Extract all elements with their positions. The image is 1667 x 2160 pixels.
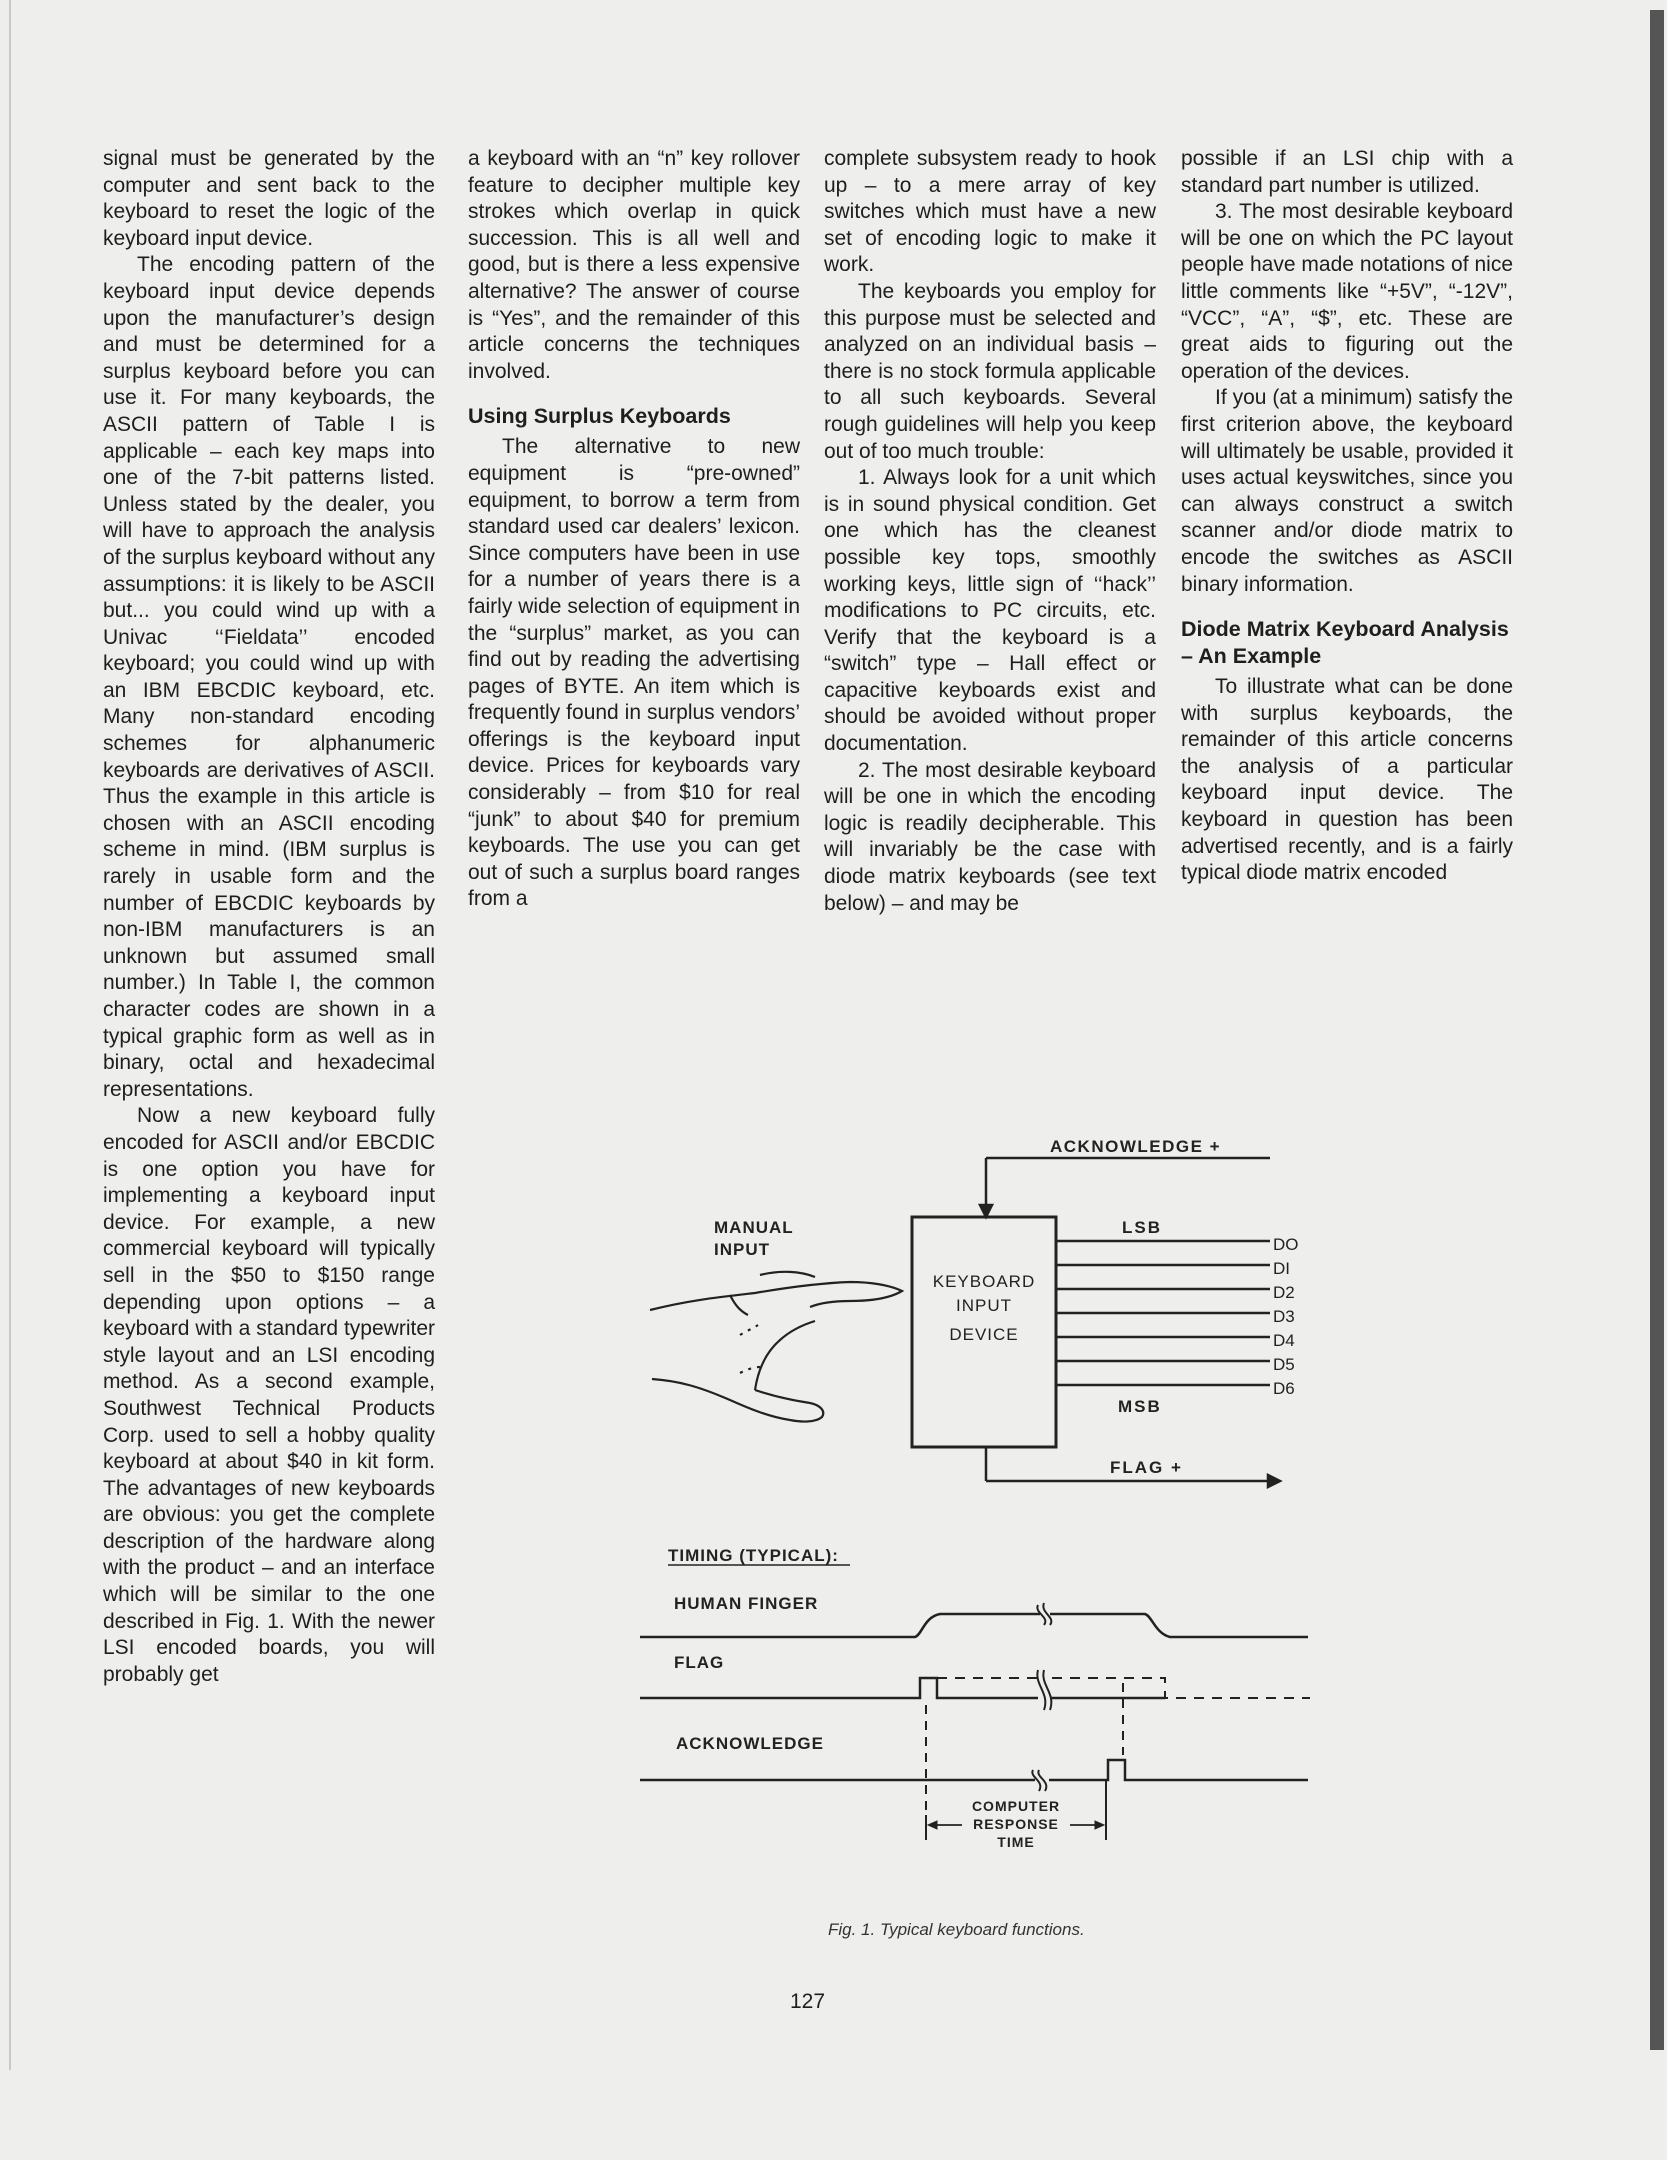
acknowledge-arrow (980, 1205, 992, 1217)
response-time-label-2: RESPONSE (973, 1816, 1059, 1832)
human-finger-label: HUMAN FINGER (674, 1594, 819, 1613)
paragraph: a keyboard with an “n” key rollover feature to decipher multiple key strokes which overlap in quick succession. This is all well and good, but is there a less expensive alternative? The answer of course is “Yes”, and the remainder of this article concerns the techniques involved. (468, 147, 800, 383)
paragraph: The keyboards you employ for this purpose must be selected and analyzed on an individual basis – there is no stock formula applicable to all such keyboards. Several rough guidelines will help you keep out of too much trouble: (824, 279, 1156, 463)
text-column-2 (468, 146, 800, 913)
paragraph: signal must be generated by the computer and sent back to the keyboard to reset the logic of the keyboard input device. (103, 147, 435, 250)
page-left-edge (9, 0, 11, 2070)
section-heading: Using Surplus Keyboards (468, 404, 731, 429)
lsb-label: LSB (1122, 1218, 1162, 1237)
human-finger-waveform (640, 1614, 1308, 1637)
paragraph: possible if an LSI chip with a standard part number is utilized. (1181, 147, 1513, 197)
device-label-1: KEYBOARD (932, 1272, 1036, 1291)
response-time-label-1: COMPUTER (971, 1798, 1061, 1814)
paragraph: The encoding pattern of the keyboard input device depends upon the manufacturer’s design and must be determined for a surplus keyboard before you can use it. For many keyboards, the ASCII pattern of Table I is applicable – each key maps into one of the 7-bit patterns listed. Unless stated by the dealer, you will have to approach the analysis of the surplus keyboard without any assumptions: it is likely to be ASCII but... you could wind up with a Univac ‘‘Fieldata’’ encoded keyboard; you could wind up with an IBM EBCDIC keyboard, etc. Many non-standard encoding schemes for alphanumeric keyboards are derivatives of ASCII. Thus the example in this article is chosen with an ASCII encoding scheme in mind. (IBM surplus is rarely in usable form and the number of EBCDIC keyboards by non-IBM manufacturers is an unknown but assumed small number.) In Table I, the common character codes are shown in a typical graphic form as well as in binary, octal and hexadecimal representations. (103, 253, 435, 1101)
output-label-d5: D5 (1273, 1355, 1295, 1374)
flag-signal-label: FLAG + (1110, 1458, 1183, 1477)
text-column-3 (824, 146, 1156, 917)
page-right-edge (1650, 10, 1664, 2050)
response-arrow-left-head (928, 1821, 937, 1829)
flag-arrow (1268, 1475, 1280, 1487)
output-label-d3: D3 (1273, 1307, 1295, 1326)
flag-label: FLAG (674, 1653, 725, 1672)
acknowledge-signal-label: ACKNOWLEDGE + (1050, 1137, 1222, 1156)
response-arrow-right-head (1095, 1821, 1104, 1829)
response-time-label-3: TIME (997, 1834, 1035, 1850)
manual-input-label-1: MANUAL (714, 1218, 794, 1237)
section-heading: Diode Matrix Keyboard Analysis – An Example (1181, 617, 1509, 669)
paragraph: Now a new keyboard fully encoded for ASCII and/or EBCDIC is one option you have for implementing a keyboard input device. For example, a new commercial keyboard will typically sell in the $50 to $150 range depending upon options – a keyboard with a standard typewriter style layout and an LSI encoding method. As a second example, Southwest Technical Products Corp. used to sell a hobby quality keyboard at about $40 in kit form. The advantages of new keyboards are obvious: you get the complete description of the hardware along with the product – and an interface which will be similar to the one described in Fig. 1. With the newer LSI encoded boards, you will probably get (103, 1104, 435, 1686)
output-label-d0: DO (1273, 1235, 1299, 1254)
text-column-4 (1181, 146, 1513, 887)
output-label-d6: D6 (1273, 1379, 1295, 1398)
acknowledge-label: ACKNOWLEDGE (676, 1734, 824, 1753)
paragraph: 2. The most desirable keyboard will be one in which the encoding logic is readily decipherable. This will invariably be the case with diode matrix keyboards (see text below) – and may be (824, 758, 1156, 915)
text-column-1 (103, 146, 435, 1688)
device-label-3: DEVICE (949, 1325, 1019, 1344)
page-number: 127 (790, 1990, 826, 2013)
output-labels (1273, 1235, 1299, 1398)
acknowledge-waveform (640, 1760, 1308, 1780)
device-label-2: INPUT (956, 1296, 1012, 1315)
flag-break (1037, 1670, 1051, 1710)
paragraph: To illustrate what can be done with surplus keyboards, the remainder of this article concerns the analysis of a particular keyboard input device. The keyboard in question has been advertised recently, and is a fairly typical diode matrix encoded (1181, 675, 1513, 885)
output-label-d4: D4 (1273, 1331, 1295, 1350)
paragraph: 1. Always look for a unit which is in sound physical condition. Get one which has the cleanest possible key tops, smoothly working keys, little sign of ‘‘hack’’ modifications to PC circuits, etc. Verify that the keyboard is a “switch” type – Hall effect or capacitive keyboards exist and should be avoided without proper documentation. (824, 466, 1156, 756)
keyboard-functions-figure (640, 1125, 1320, 1885)
msb-label: MSB (1118, 1397, 1162, 1416)
output-label-d2: D2 (1273, 1283, 1295, 1302)
timing-heading: TIMING (TYPICAL): (668, 1546, 839, 1565)
paragraph: The alternative to new equipment is “pre-owned” equipment, to borrow a term from standard used car dealers’ lexicon. Since computers have been in use for a number of years there is a fairly wide selection of equipment in the “surplus” market, as you can find out by reading the advertising pages of BYTE. An item which is frequently found in surplus vendors’ offerings is the keyboard input device. Prices for keyboards vary considerably – from $10 for real “junk” to about $40 for premium keyboards. The use you can get out of such a surplus board ranges from a (468, 435, 800, 911)
manual-input-label-2: INPUT (714, 1240, 770, 1259)
paragraph: complete subsystem ready to hook up – to a mere array of key switches which must have a new set of encoding logic to make it work. (824, 147, 1156, 277)
output-label-d1: DI (1273, 1259, 1290, 1278)
paragraph: If you (at a minimum) satisfy the first criterion above, the keyboard will ultimately be usable, provided it uses actual keyswitches, since you can always construct a switch scanner and/or diode matrix to encode the switches as ASCII binary information. (1181, 386, 1513, 596)
flag-waveform-low (640, 1678, 1050, 1698)
paragraph: 3. The most desirable keyboard will be one on which the PC layout people have made notations of nice little comments like “+5V”, “-12V”, “VCC”, “A”, “$”, etc. These are great aids to figuring out the operation of the devices. (1181, 200, 1513, 383)
figure-caption: Fig. 1. Typical keyboard functions. (828, 1920, 1085, 1939)
hand-illustration (650, 1272, 902, 1422)
